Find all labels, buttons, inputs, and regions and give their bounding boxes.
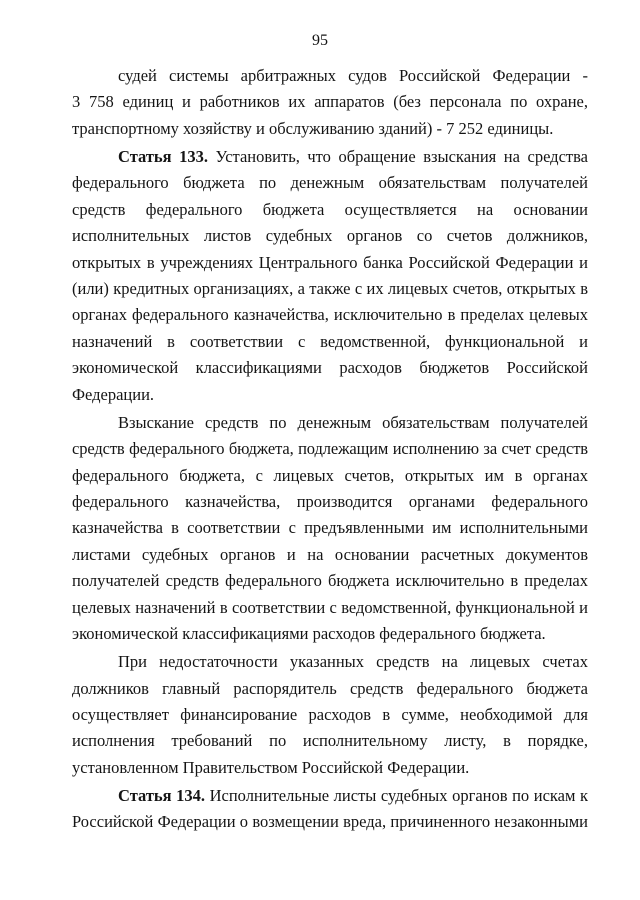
article-133-first-line-text: Установить, что обращение взыскания на средства (215, 146, 588, 166)
paragraph-line: экономической классификациями расходов федерального бюджета. (72, 624, 546, 644)
paragraph-line: исполнения требований по исполнительному листу, в порядке, (72, 731, 588, 751)
paragraph-line: федерального бюджета, с лицевых счетов, открытых им в органах (72, 465, 588, 485)
paragraph-line: исполнительных листов судебных органов со счетов должников, (72, 226, 588, 246)
paragraph-line: казначейства в соответствии с предъявленными им исполнительными (72, 518, 588, 538)
article-134-heading-line (72, 783, 588, 809)
paragraph-line: средств федерального бюджета, подлежащим исполнению за счет средств (72, 439, 588, 459)
paragraph-line: должников главный распорядитель средств федерального бюджета (72, 678, 588, 698)
paragraph-line: Российской Федерации о возмещении вреда, причиненного незаконными (72, 812, 588, 832)
paragraph-line: федерального казначейства, производится органами федерального (72, 492, 588, 511)
page-number: 95 (312, 32, 328, 49)
article-134-first-line-text: Исполнительные листы судебных органов по искам к (209, 785, 588, 805)
paragraph-line: федерального бюджета по денежным обязательствам получателей (72, 173, 588, 193)
paragraph-line: (или) кредитных организациях, а также с их лицевых счетов, открытых в (72, 279, 588, 298)
article-133-label: Статья 133. (118, 146, 208, 166)
paragraph-line: получателей средств федерального бюджета исключительно в пределах (72, 571, 588, 591)
paragraph-line: Взыскание средств по денежным обязательствам получателей (118, 412, 588, 432)
paragraph-line: При недостаточности указанных средств на лицевых счетах (118, 652, 588, 672)
paragraph-line: 3 758 единиц и работников их аппаратов (без персонала по охране, (72, 92, 588, 112)
paragraph-line: целевых назначений в соответствии с ведомственной, функциональной и (72, 597, 588, 617)
paragraph-line: листами судебных органов и на основании расчетных документов (72, 544, 588, 564)
paragraph-line: осуществляет финансирование расходов в сумме, необходимой для (72, 705, 588, 724)
document-body (72, 63, 588, 836)
paragraph-line: Федерации. (72, 384, 155, 404)
paragraph-line: установленном Правительством Российской Федерации. (72, 757, 470, 777)
paragraph-line: открытых в учреждениях Центрального банка Российской Федерации и (72, 252, 588, 272)
paragraph-line: средств федерального бюджета осуществляется на основании (72, 199, 588, 219)
article-133-heading-line (72, 144, 588, 170)
article-134-label: Статья 134. (118, 785, 206, 805)
paragraph-line: экономической классификациями расходов бюджетов Российской (72, 358, 588, 378)
paragraph-line: судей системы арбитражных судов Российской Федерации - (118, 66, 588, 85)
paragraph-line: органах федерального казначейства, исключительно в пределах целевых (72, 305, 588, 325)
paragraph-line: транспортному хозяйству и обслуживанию зданий) - 7 252 единицы. (72, 118, 554, 138)
paragraph-line: назначений в соответствии с ведомственной, функциональной и (72, 331, 588, 351)
